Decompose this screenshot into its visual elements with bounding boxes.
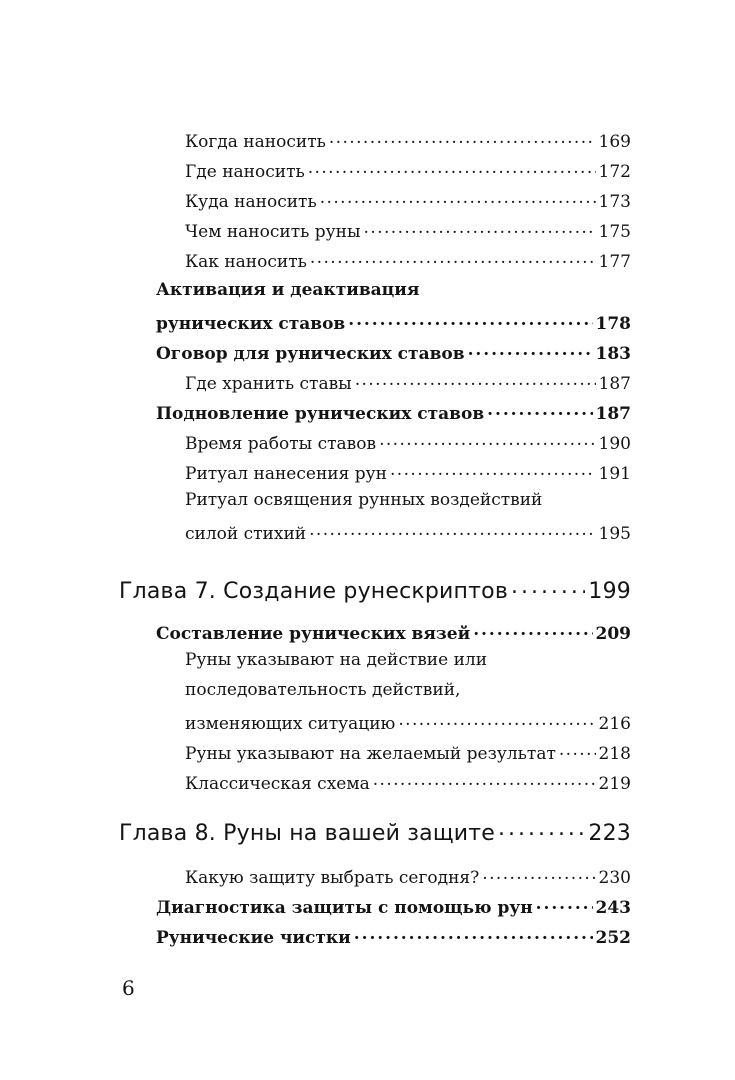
toc-entry-page: 173 xyxy=(598,192,631,212)
toc-entry-page: 218 xyxy=(598,744,631,764)
toc-entry-title-line[interactable]: последовательность действий, xyxy=(185,680,461,700)
toc-entry[interactable] xyxy=(185,432,631,453)
dot-leader xyxy=(354,926,593,943)
toc-entry-page: 175 xyxy=(598,222,631,242)
toc-entry-title: Где наносить xyxy=(185,162,305,182)
dot-leader xyxy=(511,576,585,598)
dot-leader xyxy=(498,818,585,840)
toc-entry[interactable] xyxy=(185,522,631,543)
dot-leader xyxy=(482,866,595,883)
toc-entry[interactable] xyxy=(185,220,631,241)
toc-entry-page: 191 xyxy=(598,464,631,484)
dot-leader xyxy=(379,432,595,449)
toc-entry[interactable] xyxy=(185,462,631,483)
dot-leader xyxy=(308,160,596,177)
toc-entry-title: силой стихий xyxy=(185,524,307,544)
toc-entry-page: 216 xyxy=(598,714,631,734)
toc-entry-title: Рунические чистки xyxy=(156,928,351,948)
toc-entry-title: Подновление рунических ставов xyxy=(156,404,485,424)
page-number: 6 xyxy=(122,976,135,1000)
toc-entry-title: Диагностика защиты с помощью рун xyxy=(156,898,533,918)
dot-leader xyxy=(355,372,596,389)
dot-leader xyxy=(487,402,592,419)
toc-entry-title: Когда наносить xyxy=(185,132,326,152)
toc-entry[interactable] xyxy=(185,866,631,887)
toc-entry[interactable] xyxy=(185,250,631,271)
toc-entry-page: 195 xyxy=(598,524,631,544)
toc-chapter-title: Глава 8. Руны на вашей защите xyxy=(119,821,496,846)
toc-entry-title: Чем наносить руны xyxy=(185,222,361,242)
toc-entry-page: 177 xyxy=(598,252,631,272)
dot-leader xyxy=(536,896,593,913)
toc-entry-page: 187 xyxy=(598,374,631,394)
dot-leader xyxy=(473,622,592,639)
toc-chapter-title: Глава 7. Создание рунескриптов xyxy=(119,579,508,604)
toc-entry-title: Какую защиту выбрать сегодня? xyxy=(185,868,480,888)
toc-entry-page: 190 xyxy=(598,434,631,454)
toc-entry-title: Где хранить ставы xyxy=(185,374,352,394)
toc-entry-title: Оговор для рунических ставов xyxy=(156,344,465,364)
toc-entry-title-line[interactable]: Ритуал освящения рунных воздействий xyxy=(185,490,543,510)
toc-entry-title: Время работы ставов xyxy=(185,434,377,454)
toc-entry-page: 209 xyxy=(595,624,631,644)
toc-section-entry[interactable] xyxy=(156,402,631,423)
dot-leader xyxy=(320,190,596,207)
toc-entry-page: 172 xyxy=(598,162,631,182)
dot-leader xyxy=(364,220,596,237)
toc-entry[interactable] xyxy=(185,712,631,733)
toc-entry-title: Руны указывают на желаемый результат xyxy=(185,744,556,764)
toc-entry-page: 219 xyxy=(598,774,631,794)
toc-entry[interactable] xyxy=(185,130,631,151)
toc-entry-title: рунических ставов xyxy=(156,314,346,334)
dot-leader xyxy=(390,462,596,479)
dot-leader xyxy=(309,522,595,539)
dot-leader xyxy=(348,312,592,329)
toc-chapter-entry[interactable] xyxy=(119,576,631,603)
toc-entry-title: изменяющих ситуацию xyxy=(185,714,396,734)
toc-chapter-page: 223 xyxy=(588,821,631,846)
toc-entry-page: 183 xyxy=(595,344,631,364)
toc-entry-title: Куда наносить xyxy=(185,192,317,212)
dot-leader xyxy=(468,342,593,359)
toc-entry-title: Классическая схема xyxy=(185,774,370,794)
toc-entry[interactable] xyxy=(185,190,631,211)
toc-entry[interactable] xyxy=(185,742,631,763)
toc-entry[interactable] xyxy=(185,160,631,181)
dot-leader xyxy=(329,130,596,147)
toc-section-entry[interactable] xyxy=(156,342,631,363)
toc-section-entry[interactable] xyxy=(156,622,631,643)
toc-chapter-entry[interactable] xyxy=(119,818,631,845)
toc-entry-title: Ритуал нанесения рун xyxy=(185,464,387,484)
toc-entry-title-line[interactable]: Руны указывают на действие или xyxy=(185,650,488,670)
dot-leader xyxy=(559,742,596,759)
dot-leader xyxy=(310,250,596,267)
toc-entry-page: 230 xyxy=(598,868,631,888)
toc-entry[interactable] xyxy=(185,372,631,393)
toc-entry-page: 252 xyxy=(595,928,631,948)
toc-entry[interactable] xyxy=(185,772,631,793)
toc-entry-page: 187 xyxy=(595,404,631,424)
toc-entry-page: 169 xyxy=(598,132,631,152)
toc-entry-title-line[interactable]: Активация и деактивация xyxy=(156,280,420,300)
toc-section-entry[interactable] xyxy=(156,926,631,947)
toc-entry-title: Как наносить xyxy=(185,252,307,272)
toc-entry-page: 243 xyxy=(595,898,631,918)
dot-leader xyxy=(373,772,596,789)
toc-chapter-page: 199 xyxy=(588,579,631,604)
toc-section-entry[interactable] xyxy=(156,896,631,917)
dot-leader xyxy=(398,712,595,729)
toc-section-entry[interactable] xyxy=(156,312,631,333)
toc-entry-page: 178 xyxy=(595,314,631,334)
toc-entry-title: Составление рунических вязей xyxy=(156,624,471,644)
